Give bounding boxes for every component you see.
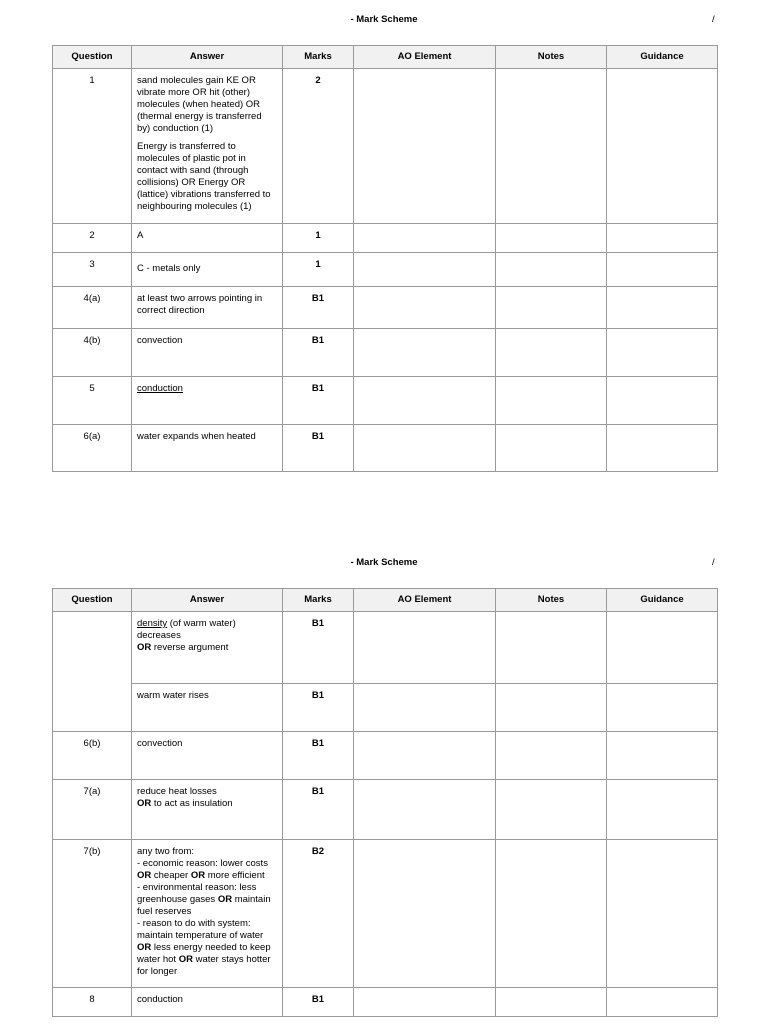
answer-cell: conduction [132, 988, 283, 1017]
guidance-cell [607, 425, 718, 472]
column-header-ao-element: AO Element [354, 589, 496, 612]
notes-cell [496, 253, 607, 287]
answer-text: Energy is transferred to molecules of plastic pot in contact with sand (through collisions) OR Energy OR (lattice) vibrations transferred to neighbouring molecules (1) [137, 141, 271, 212]
notes-cell [496, 377, 607, 425]
notes-cell [496, 612, 607, 684]
ao-element-cell [354, 253, 496, 287]
answer-cell: warm water rises [132, 684, 283, 732]
answer-text: (of warm water) decreases [137, 618, 236, 641]
marks-cell: 2 [283, 69, 354, 224]
notes-cell [496, 780, 607, 840]
column-header-notes: Notes [496, 46, 607, 69]
column-header-guidance: Guidance [607, 46, 718, 69]
marks-cell: 1 [283, 253, 354, 287]
answer-cell: convection [132, 732, 283, 780]
marks-cell: B2 [283, 840, 354, 988]
table-row [53, 425, 718, 472]
answer-cell [132, 780, 283, 840]
mark-scheme-table [52, 45, 718, 472]
ao-element-cell [354, 684, 496, 732]
marks-cell: 1 [283, 224, 354, 253]
marks-cell: B1 [283, 780, 354, 840]
answer-text: reduce heat losses [137, 786, 217, 797]
table-row [53, 780, 718, 840]
question-cell: 7(b) [53, 840, 132, 988]
page-header [0, 14, 768, 28]
guidance-cell [607, 732, 718, 780]
table-row [53, 840, 718, 988]
question-cell: 5 [53, 377, 132, 425]
column-header-marks: Marks [283, 589, 354, 612]
guidance-cell [607, 224, 718, 253]
column-header-answer: Answer [132, 46, 283, 69]
column-header-notes: Notes [496, 589, 607, 612]
page-header-slash: / [712, 557, 715, 568]
question-cell: 2 [53, 224, 132, 253]
guidance-cell [607, 377, 718, 425]
question-cell: 3 [53, 253, 132, 287]
notes-cell [496, 840, 607, 988]
answer-cell [132, 840, 283, 988]
question-cell [53, 612, 132, 732]
answer-text: water stays hotter for longer [137, 954, 271, 977]
marks-cell: B1 [283, 988, 354, 1017]
table-row [53, 69, 718, 224]
answer-text: less energy needed to keep water hot [137, 942, 271, 965]
answer-or-keyword: OR [178, 954, 193, 965]
question-cell: 6(a) [53, 425, 132, 472]
answer-cell [132, 377, 283, 425]
marks-cell: B1 [283, 425, 354, 472]
answer-cell: A [132, 224, 283, 253]
marks-cell: B1 [283, 612, 354, 684]
table-row [53, 377, 718, 425]
answer-cell: C - metals only [132, 253, 283, 287]
answer-text: any two from: [137, 846, 195, 857]
guidance-cell [607, 612, 718, 684]
table-row [53, 253, 718, 287]
question-cell: 1 [53, 69, 132, 224]
guidance-cell [607, 988, 718, 1017]
answer-cell: at least two arrows pointing in correct direction [132, 287, 283, 329]
guidance-cell [607, 840, 718, 988]
marks-cell: B1 [283, 377, 354, 425]
marks-cell: B1 [283, 329, 354, 377]
table-row [53, 287, 718, 329]
marks-cell: B1 [283, 732, 354, 780]
table-row [53, 224, 718, 253]
ao-element-cell [354, 732, 496, 780]
answer-or-keyword: OR [137, 798, 152, 809]
notes-cell [496, 988, 607, 1017]
answer-text: maintain fuel reserves [137, 894, 271, 917]
answer-text: - reason to do with system: maintain temperature of water [137, 918, 264, 941]
answer-text: sand molecules gain KE OR vibrate more OR hit (other) molecules (when heated) OR (thermal energy is transferred by) conduction (1) [137, 75, 262, 134]
question-cell: 7(a) [53, 780, 132, 840]
guidance-cell [607, 684, 718, 732]
notes-cell [496, 684, 607, 732]
answer-or-keyword: OR [217, 894, 233, 905]
table-header-row [53, 589, 718, 612]
table-header-row [53, 46, 718, 69]
answer-or-keyword: OR [190, 870, 206, 881]
answer-text: to act as insulation [151, 798, 233, 809]
answer-cell [132, 69, 283, 224]
guidance-cell [607, 329, 718, 377]
table-row [53, 612, 718, 684]
question-cell: 6(b) [53, 732, 132, 780]
ao-element-cell [354, 425, 496, 472]
guidance-cell [607, 253, 718, 287]
answer-text: reverse argument [151, 642, 229, 653]
notes-cell [496, 329, 607, 377]
answer-or-keyword: OR [137, 942, 152, 953]
guidance-cell [607, 287, 718, 329]
notes-cell [496, 224, 607, 253]
answer-cell [132, 612, 283, 684]
answer-text: more efficient [205, 870, 265, 881]
answer-text: cheaper [151, 870, 191, 881]
ao-element-cell [354, 224, 496, 253]
page-title: - Mark Scheme [350, 14, 418, 25]
page-header [0, 557, 768, 571]
notes-cell [496, 69, 607, 224]
column-header-ao-element: AO Element [354, 46, 496, 69]
table-row [53, 988, 718, 1017]
table-row [53, 329, 718, 377]
ao-element-cell [354, 329, 496, 377]
answer-cell: convection [132, 329, 283, 377]
question-cell: 4(a) [53, 287, 132, 329]
ao-element-cell [354, 69, 496, 224]
question-cell: 4(b) [53, 329, 132, 377]
column-header-marks: Marks [283, 46, 354, 69]
column-header-question: Question [53, 589, 132, 612]
column-header-guidance: Guidance [607, 589, 718, 612]
ao-element-cell [354, 377, 496, 425]
answer-cell: water expands when heated [132, 425, 283, 472]
column-header-answer: Answer [132, 589, 283, 612]
answer-text: density [137, 618, 168, 629]
marks-cell: B1 [283, 684, 354, 732]
guidance-cell [607, 69, 718, 224]
answer-or-keyword: OR [137, 870, 152, 881]
notes-cell [496, 287, 607, 329]
table-row [53, 732, 718, 780]
ao-element-cell [354, 287, 496, 329]
page-header-slash: / [712, 14, 715, 25]
table-row [53, 684, 718, 732]
marks-cell: B1 [283, 287, 354, 329]
guidance-cell [607, 780, 718, 840]
question-cell: 8 [53, 988, 132, 1017]
notes-cell [496, 732, 607, 780]
column-header-question: Question [53, 46, 132, 69]
mark-scheme-table [52, 588, 718, 1017]
notes-cell [496, 425, 607, 472]
answer-text: - economic reason: lower costs [137, 858, 268, 869]
ao-element-cell [354, 780, 496, 840]
answer-text: - environmental reason: less greenhouse gases [137, 882, 257, 905]
ao-element-cell [354, 612, 496, 684]
ao-element-cell [354, 988, 496, 1017]
answer-text: conduction [137, 383, 183, 394]
ao-element-cell [354, 840, 496, 988]
page-title: - Mark Scheme [350, 557, 418, 568]
answer-or-keyword: OR [137, 642, 152, 653]
